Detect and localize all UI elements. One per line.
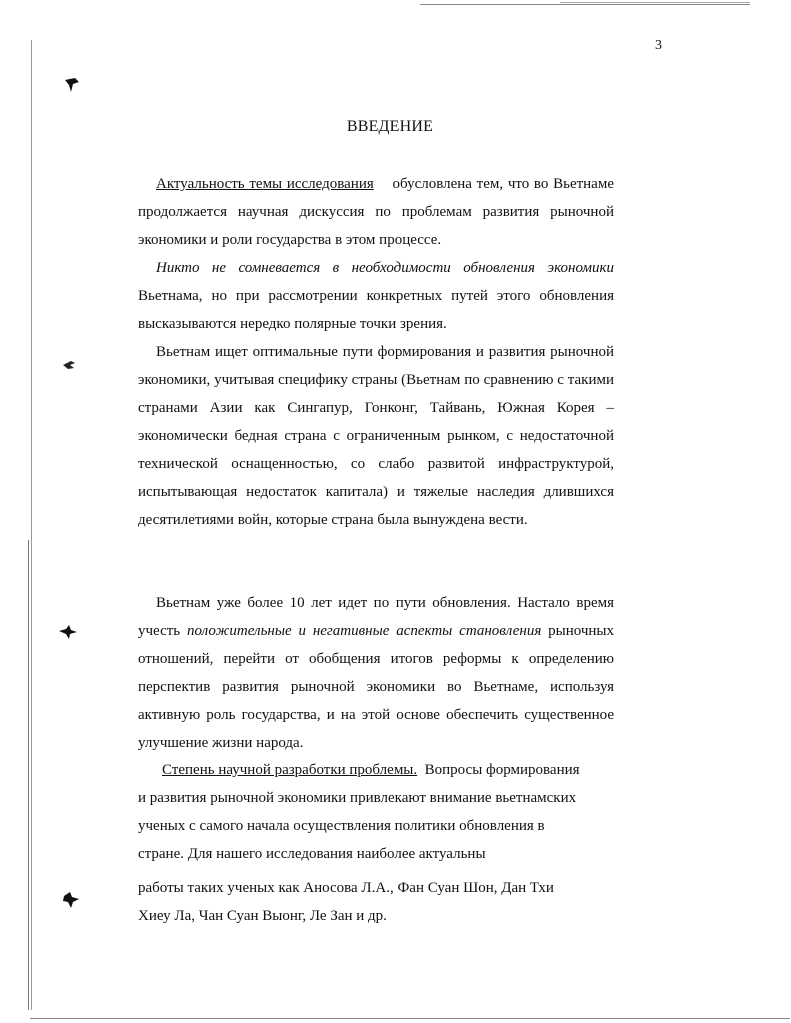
- paragraph-ten-years: [138, 589, 614, 757]
- optimal-paths-text: Вьетнам ищет оптимальные пути формирования и развития рыночной экономики, учитывая специфику страны (Вьетнам по сравнению с такими странами Азии как Сингапур, Гонконг, Тайвань, Южная Корея – экономически бедная страна с ограниченным рынком, с недостаточной технической оснащенностью, со слабо развитой инфраструктурой, испытывающая недостаток капитала) и тяжелые наследия длившихся десятилетиями войн, которые страна была вынуждена вести.: [138, 344, 614, 528]
- research-degree-line-5: работы таких ученых как Аносова Л.А., Фан Суан Шон, Дан Тхи: [138, 880, 554, 896]
- page-title: ВВЕДЕНИЕ: [346, 118, 434, 135]
- research-degree-line-6: Хиеу Ла, Чан Суан Выонг, Ле Зан и др.: [138, 908, 387, 924]
- scan-left-edge: [31, 40, 32, 1010]
- ten-years-text-1: Вьетнам уже более 10 лет идет по пути обновления. Настало время учесть: [138, 595, 614, 639]
- page-number: 3: [655, 38, 662, 53]
- ten-years-italic: положительные и негативные аспекты становления: [186, 623, 542, 639]
- paragraph-relevance: [138, 170, 614, 254]
- relevance-text: обусловлена тем, что во Вьетнаме продолжается научная дискуссия по проблемам развития рыночной экономики и роли государства в этом процессе.: [138, 176, 614, 248]
- research-degree-line-2: и развития рыночной экономики привлекают внимание вьетнамских: [138, 790, 577, 806]
- scan-top-line: [420, 4, 750, 5]
- research-degree-line-3: ученых с самого начала осуществления политики обновления в: [138, 818, 545, 834]
- paragraph-renewal-debate: [138, 254, 614, 338]
- research-degree-lead: Степень научной разработки проблемы.: [162, 762, 418, 778]
- punch-hole-mark-icon: [62, 360, 76, 370]
- scan-top-line-secondary: [560, 2, 750, 3]
- relevance-lead: Актуальность темы исследования: [156, 176, 374, 192]
- research-degree-line-1: Вопросы формирования: [424, 762, 580, 778]
- paragraph-optimal-paths: [138, 338, 614, 534]
- renewal-italic: Никто не сомневается в необходимости обновления экономики: [156, 260, 614, 276]
- paragraph-research-degree: [138, 756, 614, 930]
- punch-hole-mark-icon: [62, 890, 80, 910]
- punch-hole-mark-icon: [63, 76, 81, 94]
- scan-bottom-edge: [30, 1018, 790, 1019]
- punch-hole-mark-icon: [58, 624, 78, 640]
- renewal-text: Вьетнама, но при рассмотрении конкретных путей этого обновления высказываются нередко полярные точки зрения.: [138, 288, 614, 332]
- ten-years-text-2: рыночных отношений, перейти от обобщения итогов реформы к определению перспектив развития рыночной экономики во Вьетнаме, используя активную роль государства, и на этой основе обеспечить существенное улучшение жизни народа.: [138, 623, 615, 751]
- scan-left-edge-secondary: [28, 540, 29, 1010]
- research-degree-line-4: стране. Для нашего исследования наиболее актуальны: [138, 846, 486, 862]
